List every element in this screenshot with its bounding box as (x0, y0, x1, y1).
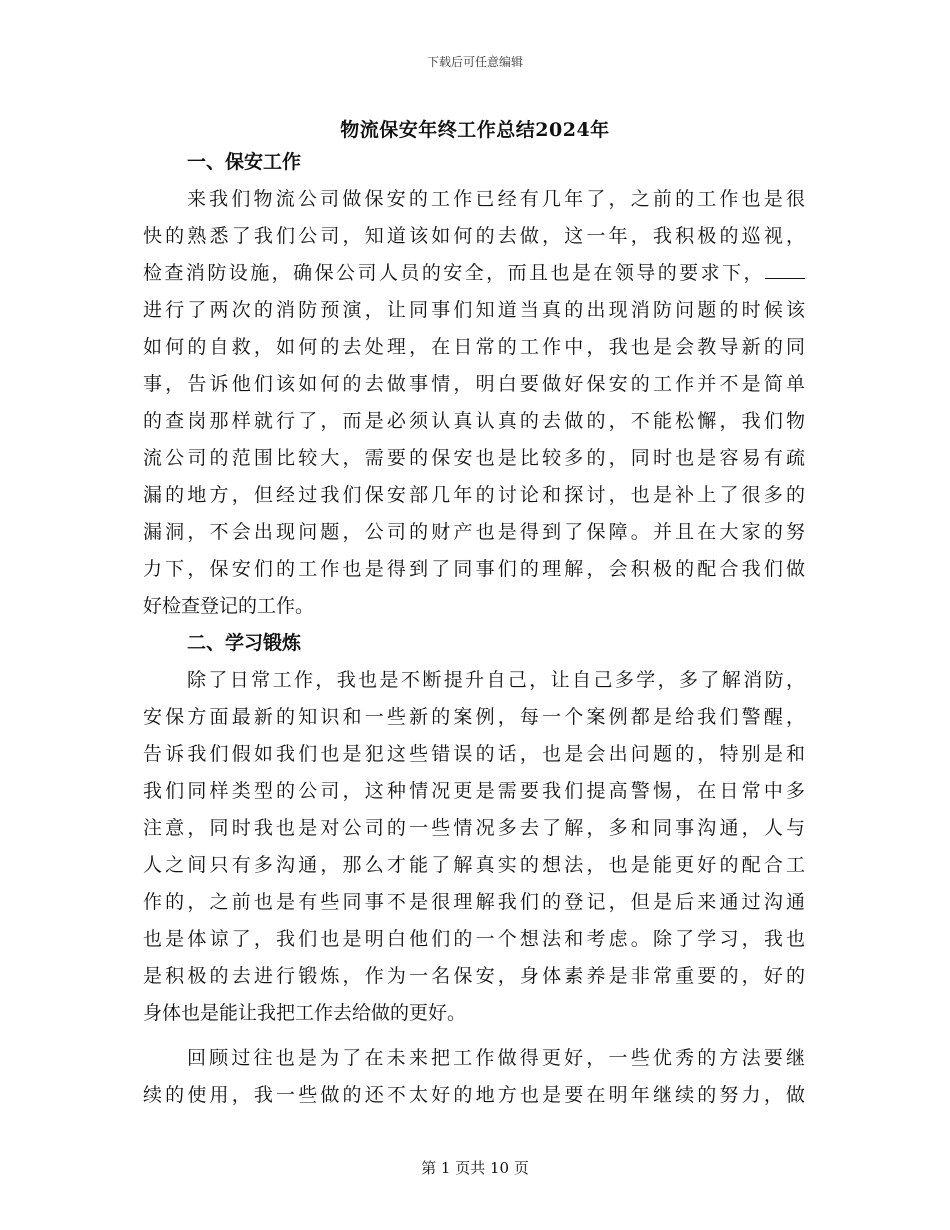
paragraph-line: 回顾过往也是为了在未来把工作做得更好，一些优秀的方法要继 (187, 1047, 805, 1069)
paragraph-line: 告诉我们假如我们也是犯这些错误的话，也是会出问题的，特别是和 (143, 743, 805, 765)
header-note: 下载后可任意编辑 (426, 55, 523, 69)
page-number-footer: 第 1 页共 10 页 (421, 1159, 529, 1177)
paragraph-line: 也是体谅了，我们也是明白他们的一个想法和考虑。除了学习，我也 (143, 928, 805, 950)
paragraph-line: 好检查登记的工作。 (143, 595, 315, 617)
paragraph-line: 漏洞，不会出现问题，公司的财产也是得到了保障。并且在大家的努 (143, 521, 805, 543)
paragraph-line: 快的熟悉了我们公司，知道该如何的去做，这一年，我积极的巡视， (143, 225, 805, 247)
paragraph-line: 除了日常工作，我也是不断提升自己，让自己多学，多了解消防， (187, 669, 805, 691)
paragraph-line: 来我们物流公司做保安的工作已经有几年了，之前的工作也是很 (187, 188, 805, 210)
paragraph-line: 漏的地方，但经过我们保安部几年的讨论和探讨，也是补上了很多的 (143, 484, 805, 506)
paragraph-line: 续的使用，我一些做的还不太好的地方也是要在明年继续的努力，做 (143, 1084, 805, 1106)
paragraph-gap (143, 1032, 805, 1040)
paragraph-line: 人之间只有多沟通，那么才能了解真实的想法，也是能更好的配合工 (143, 854, 805, 876)
document-title: 物流保安年终工作总结2024年 (340, 119, 610, 141)
section-heading: 一、保安工作 (187, 151, 302, 173)
document-body (143, 144, 805, 1114)
paragraph-line: 作的，之前也是有些同事不是很理解我们的登记，但是后来通过沟通 (143, 891, 805, 913)
paragraph-line-with-blank (143, 255, 805, 292)
paragraph-line: 力下，保安们的工作也是得到了同事们的理解，会积极的配合我们做 (143, 558, 805, 580)
paragraph-line: 的查岗那样就行了，而是必须认真认真的去做的，不能松懈，我们物 (143, 410, 805, 432)
paragraph-line-text: 检查消防设施，确保公司人员的安全，而且也是在领导的要求下， (143, 262, 765, 284)
section-heading: 二、学习锻炼 (187, 632, 302, 654)
paragraph-line: 流公司的范围比较大，需要的保安也是比较多的，同时也是容易有疏 (143, 447, 805, 469)
paragraph-line: 事，告诉他们该如何的去做事情，明白要做好保安的工作并不是简单 (143, 373, 805, 395)
paragraph-line: 进行了两次的消防预演，让同事们知道当真的出现消防问题的时候该 (143, 299, 805, 321)
paragraph-line: 安保方面最新的知识和一些新的案例，每一个案例都是给我们警醒， (143, 706, 805, 728)
paragraph-line: 是积极的去进行锻炼，作为一名保安，身体素养是非常重要的，好的 (143, 965, 805, 987)
blank-underline (765, 258, 805, 279)
paragraph-line: 我们同样类型的公司，这种情况更是需要我们提高警惕，在日常中多 (143, 780, 805, 802)
paragraph-line: 如何的自救，如何的去处理，在日常的工作中，我也是会教导新的同 (143, 336, 805, 358)
paragraph-line: 身体也是能让我把工作去给做的更好。 (143, 1002, 467, 1024)
paragraph-line: 注意，同时我也是对公司的一些情况多去了解，多和同事沟通，人与 (143, 817, 805, 839)
